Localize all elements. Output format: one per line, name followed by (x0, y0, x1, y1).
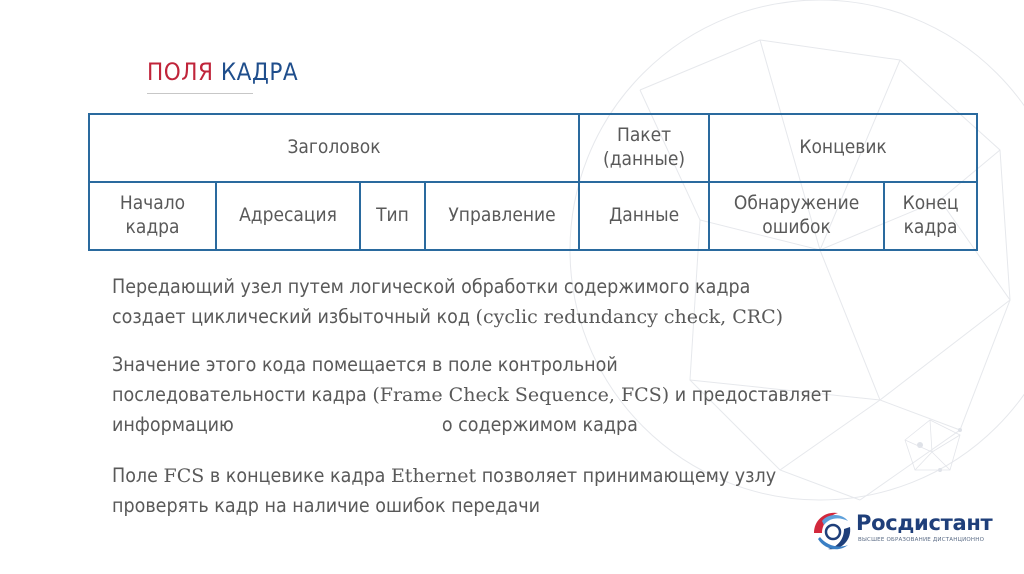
paragraph-line: последовательности кадра (Frame Check Sequence, FCS) и предоставляет (112, 383, 832, 406)
paragraph-line: Поле FCS в концевике кадра Ethernet позволяет принимающему узлу (112, 464, 777, 487)
slide-title-part1: ПОЛЯ (147, 58, 214, 86)
table-cell-header: Заголовок (89, 114, 579, 182)
frame-fields-table (88, 113, 978, 251)
table-cell-type: Тип (360, 182, 425, 250)
logo-tagline: ВЫСШЕЕ ОБРАЗОВАНИЕ ДИСТАНЦИОННО (858, 537, 985, 543)
paragraph-line: информацию о содержимом кадра (112, 413, 638, 436)
paragraph-fcs (112, 350, 832, 440)
logo-wordmark: Росдистант (856, 511, 993, 535)
slide-title (147, 58, 298, 86)
table-cell-addressing: Адресация (216, 182, 360, 250)
table-cell-control: Управление (425, 182, 579, 250)
paragraph-ethernet (112, 461, 776, 521)
slide-title-part2: КАДРА (220, 58, 299, 86)
table-row (89, 182, 977, 250)
table-cell-frame-end: Конец кадра (884, 182, 977, 250)
table-cell-packet: Пакет (данные) (579, 114, 709, 182)
table-cell-trailer: Концевик (709, 114, 977, 182)
table-header-row (89, 114, 977, 182)
table-cell-data: Данные (579, 182, 709, 250)
table-cell-error-detection: Обнаружение ошибок (709, 182, 884, 250)
paragraph-line: создает циклический избыточный код (cyclic redundancy check, CRC) (112, 305, 784, 328)
table-cell-frame-start: Начало кадра (89, 182, 216, 250)
paragraph-line: проверять кадр на наличие ошибок передачи (112, 494, 541, 517)
paragraph-line: Значение этого кода помещается в поле контрольной (112, 353, 618, 376)
paragraph-line: Передающий узел путем логической обработки содержимого кадра (112, 275, 751, 298)
paragraph-crc (112, 272, 783, 332)
title-underline (147, 93, 253, 94)
